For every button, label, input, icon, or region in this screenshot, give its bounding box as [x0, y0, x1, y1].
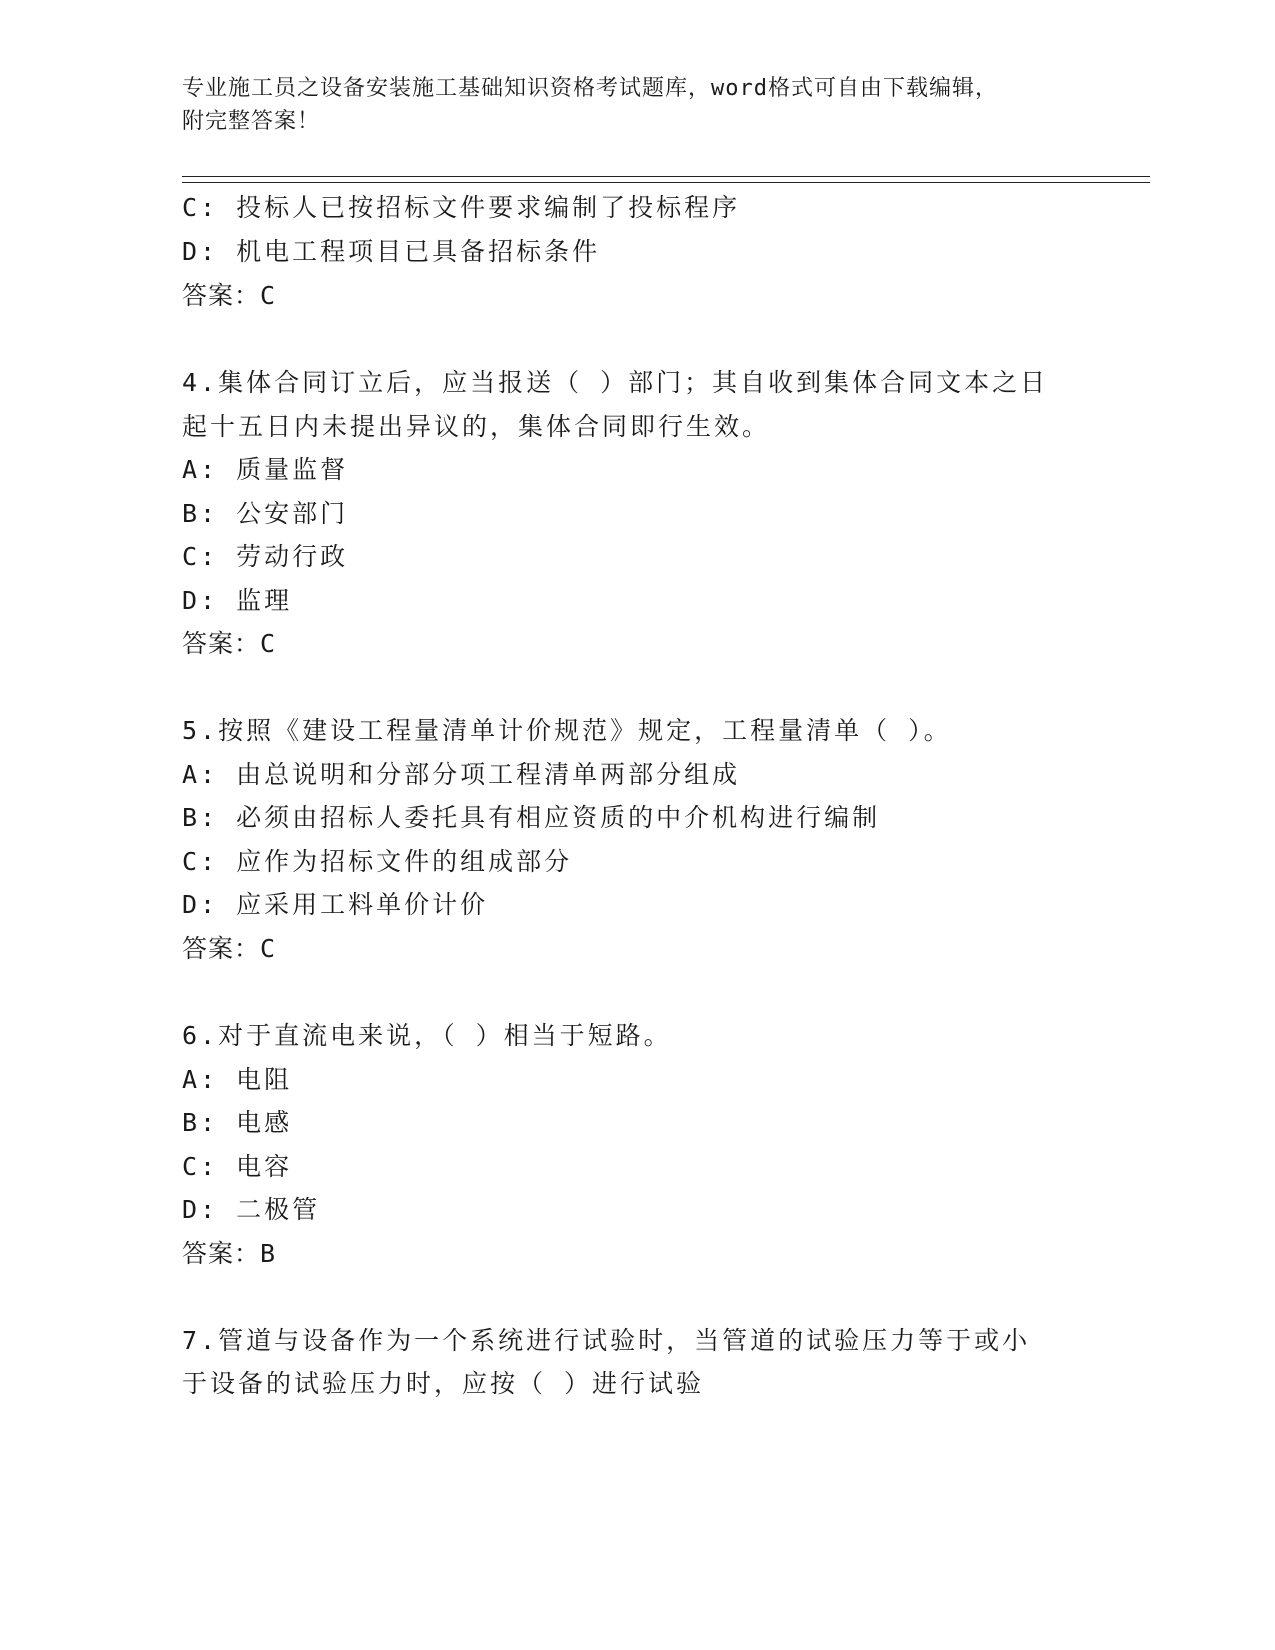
- header-line-1: 专业施工员之设备安装施工基础知识资格考试题库，word格式可自由下载编辑，: [182, 76, 998, 101]
- option-d: D: 二极管: [182, 1195, 321, 1224]
- answer-value: C: [260, 629, 277, 658]
- question-stem-line: 7.管道与设备作为一个系统进行试验时，当管道的试验压力等于或小: [182, 1326, 1031, 1355]
- option-c: C: 应作为招标文件的组成部分: [182, 847, 573, 876]
- option-b: B: 必须由招标人委托具有相应资质的中介机构进行编制: [182, 803, 881, 832]
- option-d: D: 机电工程项目已具备招标条件: [182, 237, 601, 266]
- option-a: A: 由总说明和分部分项工程清单两部分组成: [182, 760, 741, 789]
- answer-line: [182, 628, 276, 660]
- answer-value: C: [260, 281, 277, 310]
- option-c: C: 电容: [182, 1152, 293, 1181]
- option-c: C: 劳动行政: [182, 542, 349, 571]
- answer-label: 答案：: [182, 1239, 261, 1268]
- answer-label: 答案：: [182, 281, 261, 310]
- answer-line: [182, 280, 276, 312]
- option-d: D: 监理: [182, 586, 293, 615]
- option-d: D: 应采用工料单价计价: [182, 890, 489, 919]
- option-b: B: 公安部门: [182, 499, 349, 528]
- header-divider-bottom: [182, 182, 1150, 183]
- option-a: A: 电阻: [182, 1065, 293, 1094]
- header-divider-top: [182, 176, 1150, 177]
- question-stem-line: 起十五日内未提出异议的，集体合同即行生效。: [182, 412, 771, 441]
- answer-label: 答案：: [182, 934, 261, 963]
- question-stem-line: 4.集体合同订立后，应当报送（ ）部门；其自收到集体合同文本之日: [182, 368, 1049, 397]
- answer-line: [182, 933, 276, 965]
- answer-label: 答案：: [182, 629, 261, 658]
- answer-value: B: [260, 1239, 277, 1268]
- option-c: C: 投标人已按招标文件要求编制了投标程序: [182, 193, 741, 222]
- option-a: A: 质量监督: [182, 455, 349, 484]
- answer-line: [182, 1238, 276, 1270]
- document-header: [182, 72, 1062, 138]
- header-line-2: 附完整答案！: [182, 109, 321, 134]
- question-stem-line: 6.对于直流电来说，（ ）相当于短路。: [182, 1021, 672, 1050]
- answer-value: C: [260, 934, 277, 963]
- option-b: B: 电感: [182, 1108, 293, 1137]
- question-stem-line: 5.按照《建设工程量清单计价规范》规定，工程量清单（ ）。: [182, 716, 952, 745]
- question-stem-line: 于设备的试验压力时，应按（ ）进行试验: [182, 1369, 705, 1398]
